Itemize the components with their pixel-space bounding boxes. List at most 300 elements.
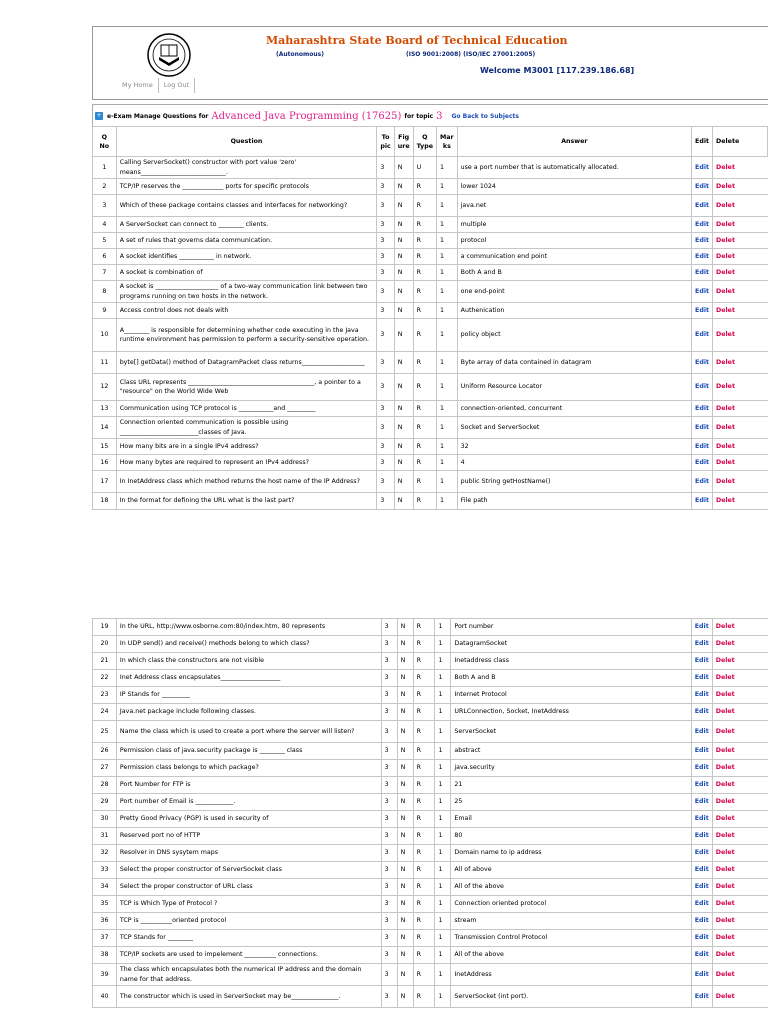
col-topic: To pic [377, 127, 394, 157]
delete-link[interactable]: Delet [712, 636, 768, 653]
answer-cell: Transmission Control Protocol [451, 930, 691, 947]
table-row [93, 896, 768, 913]
edit-link[interactable]: Edit [692, 217, 713, 233]
answer-cell: abstract [451, 743, 691, 760]
table-row [93, 157, 768, 179]
marks-cell: 1 [437, 217, 458, 233]
figure-cell: N [397, 879, 413, 896]
delete-link[interactable]: Delet [713, 493, 768, 510]
topic-cell: 3 [381, 947, 397, 964]
marks-cell: 1 [435, 760, 451, 777]
question-cell: Java.net package include following classes. [116, 704, 381, 721]
edit-link[interactable]: Edit [691, 879, 712, 896]
table-row [93, 417, 768, 439]
answer-cell: Socket and ServerSocket [457, 417, 691, 439]
question-cell: Select the proper constructor of ServerSocket class [116, 862, 381, 879]
figure-cell: N [397, 777, 413, 794]
question-cell: IP Stands for _________ [116, 687, 381, 704]
question-cell: Name the class which is used to create a port where the server will listen? [116, 721, 381, 743]
marks-cell: 1 [437, 303, 458, 319]
delete-link[interactable]: Delet [713, 157, 768, 179]
table-row [93, 217, 768, 233]
topic-cell: 3 [377, 157, 394, 179]
q-no-cell: 14 [93, 417, 117, 439]
q-no-cell: 40 [93, 986, 117, 1008]
delete-link[interactable]: Delet [712, 743, 768, 760]
delete-link[interactable]: Delet [713, 195, 768, 217]
answer-cell: java.security [451, 760, 691, 777]
delete-link[interactable]: Delet [712, 704, 768, 721]
question-cell: Access control does not deals with [116, 303, 377, 319]
q-no-cell: 6 [93, 249, 117, 265]
question-cell: TCP/IP reserves the _____________ ports for specific protocols [116, 179, 377, 195]
marks-cell: 1 [437, 439, 458, 455]
table-row [93, 636, 768, 653]
q-no-cell: 11 [93, 352, 117, 374]
edit-link[interactable]: Edit [692, 439, 713, 455]
figure-cell: N [397, 743, 413, 760]
edit-link[interactable]: Edit [691, 986, 712, 1008]
q-no-cell: 18 [93, 493, 117, 510]
edit-link[interactable]: Edit [691, 896, 712, 913]
q-type-cell: R [413, 233, 436, 249]
question-cell: Port Number for FTP is [116, 777, 381, 794]
question-cell: How many bytes are required to represent an IPv4 address? [116, 455, 377, 471]
col-answer: Answer [457, 127, 691, 157]
edit-link[interactable]: Edit [692, 281, 713, 303]
delete-link[interactable]: Delet [712, 653, 768, 670]
q-no-cell: 15 [93, 439, 117, 455]
question-cell: Which of these package contains classes and interfaces for networking? [116, 195, 377, 217]
figure-cell: N [397, 704, 413, 721]
answer-cell: Email [451, 811, 691, 828]
marks-cell: 1 [435, 947, 451, 964]
topic-cell: 3 [377, 179, 394, 195]
edit-link[interactable]: Edit [692, 417, 713, 439]
q-type-cell: R [413, 303, 436, 319]
table-row [93, 704, 768, 721]
q-type-cell: R [413, 439, 436, 455]
question-cell: In which class the constructors are not visible [116, 653, 381, 670]
topic-cell: 3 [377, 352, 394, 374]
answer-cell: policy object [457, 319, 691, 352]
figure-cell: N [397, 636, 413, 653]
table-row [93, 760, 768, 777]
title-prefix: e-Exam Manage Questions for [107, 112, 209, 120]
q-no-cell: 30 [93, 811, 117, 828]
marks-cell: 1 [435, 743, 451, 760]
topic-cell: 3 [381, 811, 397, 828]
edit-link[interactable]: Edit [692, 352, 713, 374]
figure-cell: N [394, 233, 413, 249]
edit-link[interactable]: Edit [691, 930, 712, 947]
marks-cell: 1 [435, 687, 451, 704]
delete-link[interactable]: Delet [713, 249, 768, 265]
marks-cell: 1 [437, 249, 458, 265]
delete-link[interactable]: Delet [712, 913, 768, 930]
delete-link[interactable]: Delet [712, 794, 768, 811]
delete-link[interactable]: Delet [713, 265, 768, 281]
marks-cell: 1 [437, 471, 458, 493]
edit-link[interactable]: Edit [691, 704, 712, 721]
nav-log-out[interactable]: Log Out [158, 78, 195, 93]
figure-cell: N [394, 374, 413, 401]
answer-cell: public String getHostName() [457, 471, 691, 493]
delete-link[interactable]: Delet [713, 455, 768, 471]
delete-link[interactable]: Delet [713, 352, 768, 374]
answer-cell: Connection oriented protocol [451, 896, 691, 913]
msbte-logo-icon [146, 32, 192, 78]
table-row [93, 179, 768, 195]
table-row [93, 828, 768, 845]
q-type-cell: R [413, 687, 435, 704]
delete-link[interactable]: Delet [712, 760, 768, 777]
nav-my-home[interactable]: My Home [122, 81, 153, 89]
answer-cell: URLConnection, Socket, InetAddress [451, 704, 691, 721]
edit-link[interactable]: Edit [691, 913, 712, 930]
table-row [93, 471, 768, 493]
q-type-cell: R [413, 828, 435, 845]
q-type-cell: R [413, 319, 436, 352]
delete-link[interactable]: Delet [712, 777, 768, 794]
q-no-cell: 1 [93, 157, 117, 179]
question-cell: Resolver in DNS sysytem maps [116, 845, 381, 862]
question-cell: A socket is ____________________ of a two-way communication link between two programs running on two hosts in the network. [116, 281, 377, 303]
answer-cell: File path [457, 493, 691, 510]
question-cell: A set of rules that governs data communication. [116, 233, 377, 249]
figure-cell: N [397, 619, 413, 636]
edit-link[interactable]: Edit [691, 811, 712, 828]
edit-link[interactable]: Edit [691, 845, 712, 862]
q-no-cell: 39 [93, 964, 117, 986]
topic-cell: 3 [377, 401, 394, 417]
q-no-cell: 29 [93, 794, 117, 811]
delete-link[interactable]: Delet [713, 374, 768, 401]
answer-cell: Internet Protocol [451, 687, 691, 704]
figure-cell: N [394, 493, 413, 510]
marks-cell: 1 [435, 862, 451, 879]
answer-cell: stream [451, 913, 691, 930]
topic-number: 3 [436, 110, 443, 122]
q-type-cell: R [413, 195, 436, 217]
q-no-cell: 9 [93, 303, 117, 319]
table-row [93, 930, 768, 947]
question-cell: Inet Address class encapsulates___________________ [116, 670, 381, 687]
topic-cell: 3 [381, 721, 397, 743]
delete-link[interactable]: Delet [712, 879, 768, 896]
figure-cell: N [394, 319, 413, 352]
edit-link[interactable]: Edit [692, 249, 713, 265]
q-type-cell: R [413, 760, 435, 777]
edit-link[interactable]: Edit [692, 455, 713, 471]
table-row [93, 303, 768, 319]
q-no-cell: 25 [93, 721, 117, 743]
delete-link[interactable]: Delet [713, 179, 768, 195]
q-type-cell: R [413, 811, 435, 828]
q-type-cell: R [413, 653, 435, 670]
marks-cell: 1 [435, 913, 451, 930]
delete-link[interactable]: Delet [712, 862, 768, 879]
edit-link[interactable]: Edit [691, 636, 712, 653]
delete-link[interactable]: Delet [712, 670, 768, 687]
figure-cell: N [394, 281, 413, 303]
q-no-cell: 37 [93, 930, 117, 947]
marks-cell: 1 [437, 233, 458, 249]
figure-cell: N [394, 417, 413, 439]
q-no-cell: 33 [93, 862, 117, 879]
delete-link[interactable]: Delet [713, 417, 768, 439]
marks-cell: 1 [437, 374, 458, 401]
edit-link[interactable]: Edit [691, 743, 712, 760]
question-cell: TCP/IP sockets are used to impelement __________ connections. [116, 947, 381, 964]
table-row [93, 439, 768, 455]
q-no-cell: 2 [93, 179, 117, 195]
table-row [93, 777, 768, 794]
topic-cell: 3 [377, 265, 394, 281]
table-row [93, 670, 768, 687]
figure-cell: N [397, 930, 413, 947]
q-type-cell: R [413, 417, 436, 439]
question-cell: byte[] getData() method of DatagramPacket class returns____________________ [116, 352, 377, 374]
answer-cell: multiple [457, 217, 691, 233]
q-type-cell: R [413, 281, 436, 303]
figure-cell: N [397, 794, 413, 811]
topic-cell: 3 [381, 879, 397, 896]
edit-link[interactable]: Edit [691, 670, 712, 687]
q-type-cell: R [413, 930, 435, 947]
marks-cell: 1 [435, 828, 451, 845]
marks-cell: 1 [435, 896, 451, 913]
marks-cell: 1 [435, 930, 451, 947]
delete-link[interactable]: Delet [712, 845, 768, 862]
answer-cell: All of the above [451, 947, 691, 964]
delete-link[interactable]: Delet [712, 721, 768, 743]
edit-link[interactable]: Edit [692, 233, 713, 249]
answer-cell: use a port number that is automatically allocated. [457, 157, 691, 179]
marks-cell: 1 [435, 794, 451, 811]
marks-cell: 1 [435, 636, 451, 653]
q-type-cell: R [413, 704, 435, 721]
delete-link[interactable]: Delet [713, 401, 768, 417]
topic-cell: 3 [381, 619, 397, 636]
delete-link[interactable]: Delet [713, 281, 768, 303]
subject-name: Advanced Java Programming (17625) [211, 110, 402, 122]
figure-cell: N [394, 179, 413, 195]
answer-cell: ServerSocket [451, 721, 691, 743]
q-type-cell: R [413, 964, 435, 986]
answer-cell: Uniform Resource Locator [457, 374, 691, 401]
delete-link[interactable]: Delet [713, 319, 768, 352]
answer-cell: DatagramSocket [451, 636, 691, 653]
answer-cell: lower 1024 [457, 179, 691, 195]
autonomous-label: (Autonomous) [276, 51, 324, 58]
figure-cell: N [397, 947, 413, 964]
question-cell: In InetAddress class which method returns the host name of the IP Address? [116, 471, 377, 493]
topic-cell: 3 [381, 794, 397, 811]
table-row [93, 265, 768, 281]
topic-cell: 3 [377, 195, 394, 217]
delete-link[interactable]: Delet [712, 964, 768, 986]
edit-link[interactable]: Edit [691, 947, 712, 964]
edit-link[interactable]: Edit [692, 374, 713, 401]
question-cell: How many bits are in a single IPv4 address? [116, 439, 377, 455]
answer-cell: 21 [451, 777, 691, 794]
topic-prefix: for topic [404, 112, 434, 120]
marks-cell: 1 [435, 964, 451, 986]
question-cell: Permission class belongs to which package? [116, 760, 381, 777]
edit-link[interactable]: Edit [691, 862, 712, 879]
table-row [93, 862, 768, 879]
marks-cell: 1 [437, 281, 458, 303]
edit-link[interactable]: Edit [691, 619, 712, 636]
q-no-cell: 3 [93, 195, 117, 217]
topic-cell: 3 [377, 303, 394, 319]
delete-link[interactable]: Delet [712, 930, 768, 947]
table-row [93, 195, 768, 217]
table-row [93, 964, 768, 986]
table-row [93, 619, 768, 636]
q-no-cell: 24 [93, 704, 117, 721]
answer-cell: Byte array of data contained in datagram [457, 352, 691, 374]
edit-link[interactable]: Edit [691, 964, 712, 986]
topic-cell: 3 [381, 930, 397, 947]
figure-cell: N [397, 896, 413, 913]
edit-link[interactable]: Edit [692, 303, 713, 319]
edit-link[interactable]: Edit [692, 493, 713, 510]
topic-cell: 3 [377, 217, 394, 233]
question-cell: The constructor which is used in ServerSocket may be_______________. [116, 986, 381, 1008]
questions-table-page-1 [92, 126, 768, 510]
q-type-cell: R [413, 455, 436, 471]
topic-cell: 3 [377, 233, 394, 249]
q-type-cell: R [413, 721, 435, 743]
edit-link[interactable]: Edit [692, 179, 713, 195]
table-row [93, 913, 768, 930]
delete-link[interactable]: Delet [713, 233, 768, 249]
edit-link[interactable]: Edit [692, 157, 713, 179]
question-cell: In the URL, http://www.osborne.com:80/index.htm, 80 represents [116, 619, 381, 636]
table-row [93, 947, 768, 964]
edit-link[interactable]: Edit [691, 687, 712, 704]
figure-cell: N [394, 439, 413, 455]
topic-cell: 3 [381, 845, 397, 862]
edit-link[interactable]: Edit [692, 319, 713, 352]
marks-cell: 1 [435, 845, 451, 862]
table-row [93, 233, 768, 249]
marks-cell: 1 [437, 195, 458, 217]
figure-cell: N [397, 986, 413, 1008]
table-row [93, 653, 768, 670]
topic-cell: 3 [381, 986, 397, 1008]
delete-link[interactable]: Delet [712, 986, 768, 1008]
marks-cell: 1 [437, 455, 458, 471]
question-cell: Connection oriented communication is possible using _________________________classes of Java. [116, 417, 377, 439]
question-cell: A socket is combination of [116, 265, 377, 281]
col-edit: Edit [692, 127, 713, 157]
topic-cell: 3 [381, 828, 397, 845]
marks-cell: 1 [435, 879, 451, 896]
edit-link[interactable]: Edit [692, 195, 713, 217]
welcome-text: Welcome M3001 [117.239.186.68] [480, 66, 635, 75]
figure-cell: N [397, 828, 413, 845]
figure-cell: N [397, 964, 413, 986]
edit-link[interactable]: Edit [692, 471, 713, 493]
q-type-cell: R [413, 249, 436, 265]
edit-link[interactable]: Edit [691, 721, 712, 743]
answer-cell: 25 [451, 794, 691, 811]
q-type-cell: R [413, 913, 435, 930]
marks-cell: 1 [435, 811, 451, 828]
edit-link[interactable]: Edit [691, 777, 712, 794]
delete-link[interactable]: Delet [712, 947, 768, 964]
q-type-cell: R [413, 986, 435, 1008]
q-type-cell: R [413, 619, 435, 636]
table-row [93, 845, 768, 862]
delete-link[interactable]: Delet [713, 217, 768, 233]
q-type-cell: R [413, 374, 436, 401]
col-marks: Mar ks [437, 127, 458, 157]
table-row [93, 687, 768, 704]
figure-cell: N [394, 195, 413, 217]
table-row [93, 493, 768, 510]
table-row [93, 281, 768, 303]
figure-cell: N [394, 249, 413, 265]
edit-link[interactable]: Edit [692, 265, 713, 281]
answer-cell: a communication end point [457, 249, 691, 265]
question-cell: Pretty Good Privacy (PGP) is used in security of [116, 811, 381, 828]
delete-link[interactable]: Delet [713, 303, 768, 319]
figure-cell: N [394, 352, 413, 374]
go-back-link[interactable]: Go Back to Subjects [451, 112, 519, 120]
table-row [93, 721, 768, 743]
delete-link[interactable]: Delet [712, 619, 768, 636]
table-row [93, 794, 768, 811]
q-no-cell: 26 [93, 743, 117, 760]
figure-cell: N [394, 303, 413, 319]
edit-link[interactable]: Edit [691, 653, 712, 670]
edit-link[interactable]: Edit [691, 760, 712, 777]
answer-cell: connection-oriented, concurrent [457, 401, 691, 417]
answer-cell: Port number [451, 619, 691, 636]
answer-cell: protocol [457, 233, 691, 249]
topic-cell: 3 [381, 896, 397, 913]
col-question: Question [116, 127, 377, 157]
expand-icon[interactable]: + [96, 112, 102, 119]
delete-link[interactable]: Delet [712, 828, 768, 845]
table-row [93, 879, 768, 896]
question-cell: In UDP send() and receive() methods belong to which class? [116, 636, 381, 653]
topic-cell: 3 [381, 913, 397, 930]
delete-link[interactable]: Delet [713, 439, 768, 455]
delete-link[interactable]: Delet [712, 687, 768, 704]
edit-link[interactable]: Edit [692, 401, 713, 417]
q-type-cell: R [413, 179, 436, 195]
q-no-cell: 10 [93, 319, 117, 352]
question-cell: Permission class of java.security package is ________ class [116, 743, 381, 760]
question-cell: Port number of Email is ____________. [116, 794, 381, 811]
delete-link[interactable]: Delet [712, 896, 768, 913]
q-type-cell: R [413, 265, 436, 281]
question-cell: TCP is __________oriented protocol [116, 913, 381, 930]
edit-link[interactable]: Edit [691, 828, 712, 845]
answer-cell: All of above [451, 862, 691, 879]
delete-link[interactable]: Delet [712, 811, 768, 828]
answer-cell: java.net [457, 195, 691, 217]
delete-link[interactable]: Delet [713, 471, 768, 493]
edit-link[interactable]: Edit [691, 794, 712, 811]
q-no-cell: 35 [93, 896, 117, 913]
figure-cell: N [397, 811, 413, 828]
